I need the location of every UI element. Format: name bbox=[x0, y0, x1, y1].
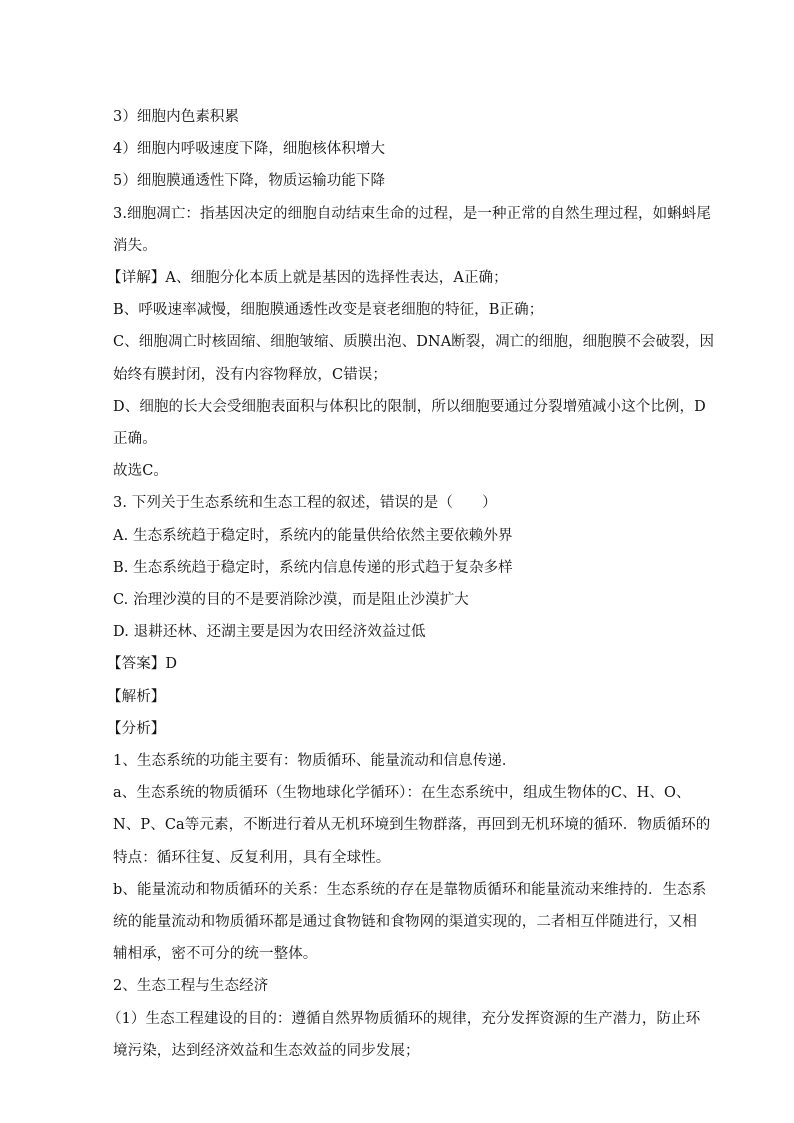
text-line-10: D、细胞的长大会受细胞表面积与体积比的限制，所以细胞要通过分裂增殖减小这个比例，D bbox=[113, 398, 706, 415]
option-a: A. 生态系统趋于稳定时，系统内的能量供给依然主要依赖外界 bbox=[113, 527, 513, 544]
answer-label: 【答案】D bbox=[107, 656, 178, 673]
text-line-6: 【详解】A、细胞分化本质上就是基因的选择性表达，A正确； bbox=[107, 270, 508, 287]
text-line-27: 辅相承，密不可分的统一整体。 bbox=[113, 946, 318, 963]
text-line-21: 1、生态系统的功能主要有：物质循环、能量流动和信息传递． bbox=[113, 753, 517, 770]
text-line-11: 正确。 bbox=[113, 431, 157, 448]
text-line-26: 统的能量流动和物质循环都是通过食物链和食物网的渠道实现的，二者相互伴随进行，又相 bbox=[113, 914, 697, 931]
option-b: B. 生态系统趋于稳定时，系统内信息传递的形式趋于复杂多样 bbox=[113, 559, 513, 576]
text-line-5: 消失。 bbox=[113, 237, 157, 254]
text-line-3: 5）细胞膜通透性下降，物质运输功能下降 bbox=[113, 173, 386, 190]
text-line-25: b、能量流动和物质循环的关系：生态系统的存在是靠物质循环和能量流动来维持的．生态系 bbox=[113, 881, 707, 898]
breakdown-label: 【分析】 bbox=[107, 720, 166, 737]
option-c: C. 治理沙漠的目的不是要消除沙漠，而是阻止沙漠扩大 bbox=[113, 592, 469, 609]
text-line-2: 4）细胞内呼吸速度下降，细胞核体积增大 bbox=[113, 141, 386, 158]
text-line-22: a、生态系统的物质循环（生物地球化学循环）：在生态系统中，组成生物体的C、H、O、 bbox=[113, 785, 691, 802]
text-line-9: 始终有膜封闭，没有内容物释放，C错误； bbox=[113, 366, 387, 383]
text-line-8: C、细胞凋亡时核固缩、细胞皱缩、质膜出泡、DNA断裂，凋亡的细胞，细胞膜不会破裂，因 bbox=[113, 334, 715, 351]
text-line-24: 特点：循环往复、反复利用，具有全球性。 bbox=[113, 849, 391, 866]
text-line-28: 2、生态工程与生态经济 bbox=[113, 978, 269, 995]
text-line-23: N、P、Ca等元素，不断进行着从无机环境到生物群落，再回到无机环境的循环．物质循环的 bbox=[113, 817, 711, 834]
text-line-4: 3.细胞凋亡：指基因决定的细胞自动结束生命的过程，是一种正常的自然生理过程，如蝌蚪尾 bbox=[113, 205, 712, 222]
text-line-29: （1）生态工程建设的目的：遵循自然界物质循环的规律，充分发挥资源的生产潜力，防止环 bbox=[107, 1010, 701, 1027]
text-line-30: 境污染，达到经济效益和生态效益的同步发展； bbox=[113, 1042, 420, 1059]
analysis-label: 【解析】 bbox=[107, 688, 166, 705]
text-line-7: B、呼吸速率减慢，细胞膜通透性改变是衰老细胞的特征，B正确； bbox=[113, 302, 544, 319]
question-stem: 3. 下列关于生态系统和生态工程的叙述，错误的是（ ） bbox=[113, 495, 497, 512]
text-line-1: 3）细胞内色素积累 bbox=[113, 109, 240, 125]
option-d: D. 退耕还林、还湖主要是因为农田经济效益过低 bbox=[113, 624, 426, 641]
text-line-12: 故选C。 bbox=[113, 463, 168, 480]
